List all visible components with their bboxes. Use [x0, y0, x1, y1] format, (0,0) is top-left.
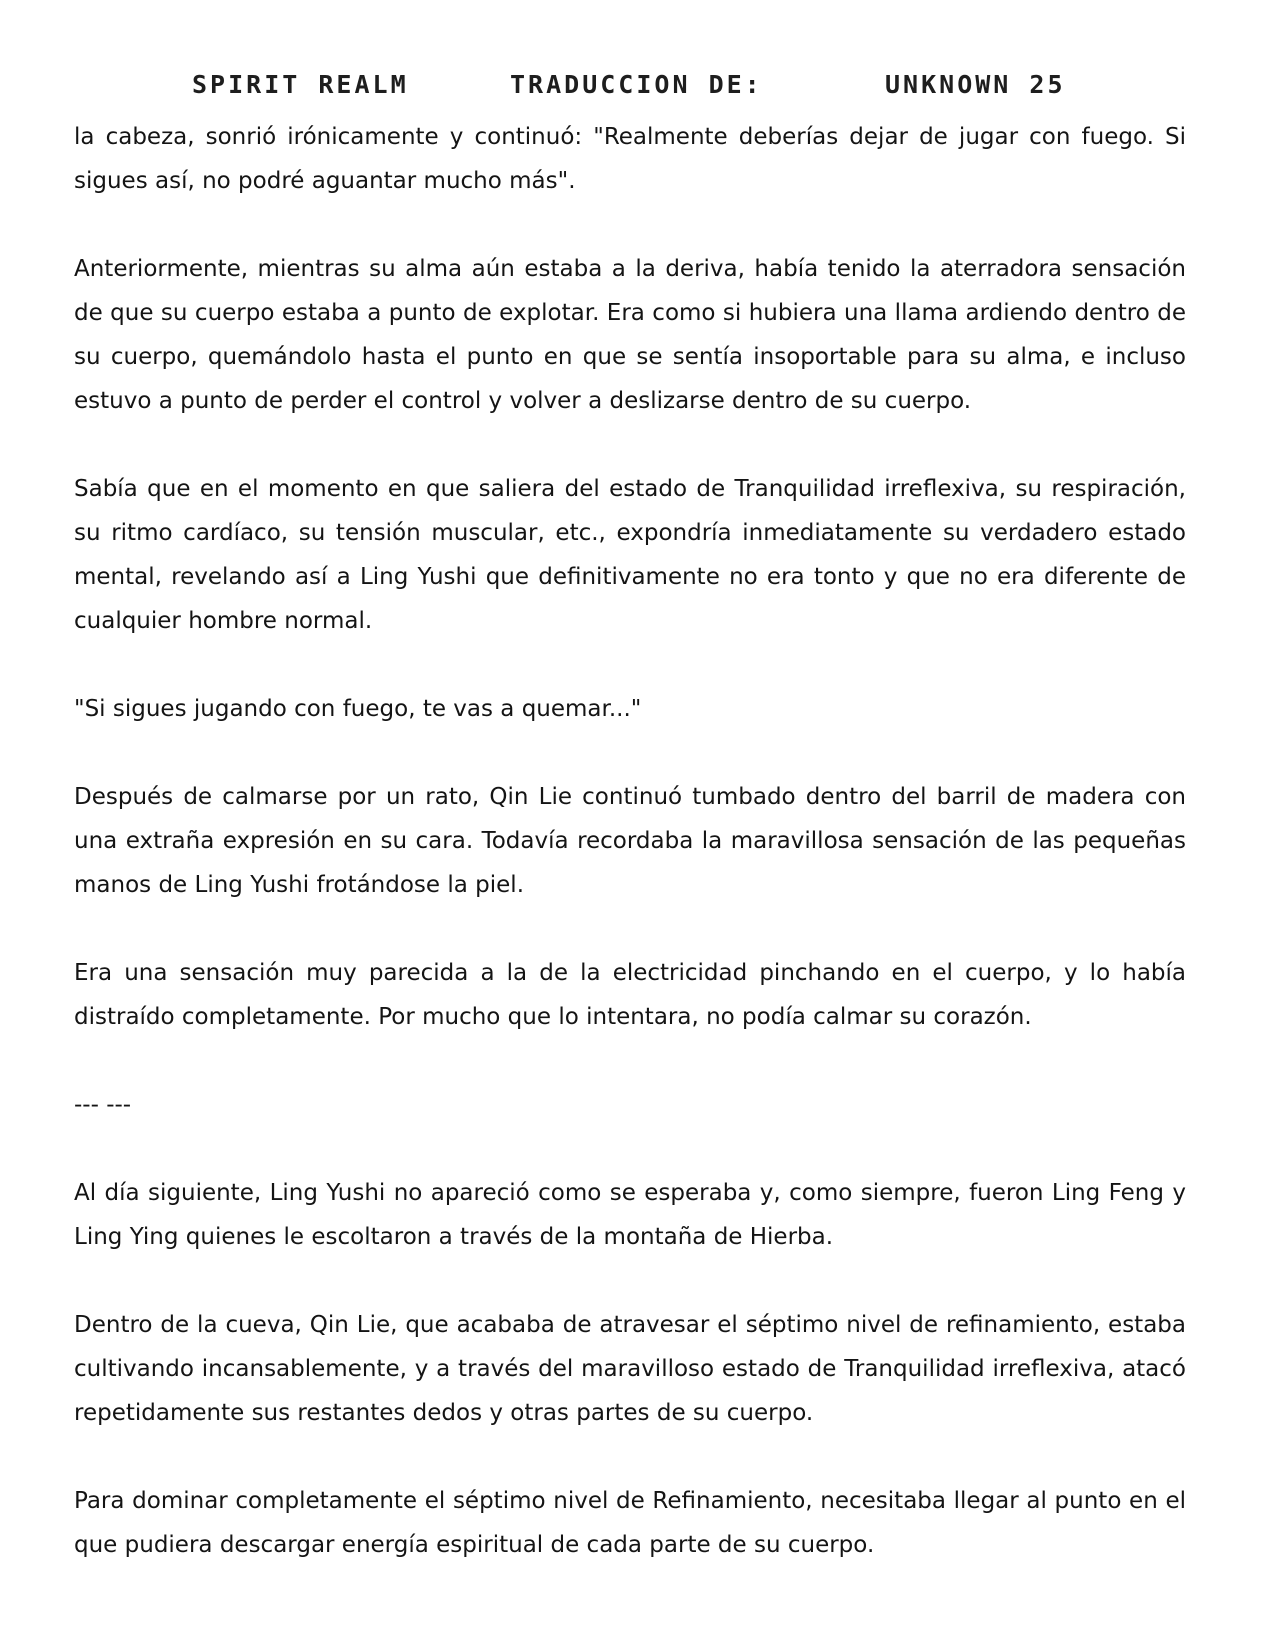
header-translation-label: TRADUCCION DE: [510, 70, 763, 99]
paragraph: "Si sigues jugando con fuego, te vas a quemar..." [74, 696, 642, 722]
paragraph: Anteriormente, mientras su alma aún estaba a la deriva, había tenido la aterradora sensación de que su cuerpo estaba a punto de explotar. Era como si hubiera una llama ardiendo dentro de su cuerpo, quemándolo hasta el punto en que se sentía insoportable para su alma, e incluso estuvo a punto de perder el control y volver a deslizarse dentro de su cuerpo. [74, 256, 1186, 414]
paragraph: la cabeza, sonrió irónicamente y continuó: "Realmente deberías dejar de jugar con fuego. Si sigues así, no podré aguantar mucho más". [74, 124, 1186, 194]
paragraph: Para dominar completamente el séptimo nivel de Refinamiento, necesitaba llegar al punto en el que pudiera descargar energía espiritual de cada parte de su cuerpo. [74, 1488, 1186, 1558]
paragraph: Dentro de la cueva, Qin Lie, que acababa de atravesar el séptimo nivel de refinamiento, estaba cultivando incansablemente, y a través del maravilloso estado de Tranquilidad irreflexiva, atacó repetidamente sus restantes dedos y otras partes de su cuerpo. [74, 1312, 1186, 1426]
document-body [74, 115, 1186, 1567]
paragraph: Era una sensación muy parecida a la de la electricidad pinchando en el cuerpo, y lo había distraído completamente. Por mucho que lo intentara, no podía calmar su corazón. [74, 960, 1186, 1030]
header-translator: UNKNOWN 25 [885, 70, 1066, 99]
section-divider: --- --- [74, 1092, 132, 1118]
paragraph: Después de calmarse por un rato, Qin Lie continuó tumbado dentro del barril de madera con una extraña expresión en su cara. Todavía recordaba la maravillosa sensación de las pequeñas manos de Ling Yushi frotándose la piel. [74, 784, 1186, 898]
page-header [0, 70, 1275, 110]
paragraph: Al día siguiente, Ling Yushi no apareció como se esperaba y, como siempre, fueron Ling Feng y Ling Ying quienes le escoltaron a través de la montaña de Hierba. [74, 1180, 1186, 1250]
paragraph: Sabía que en el momento en que saliera del estado de Tranquilidad irreflexiva, su respiración, su ritmo cardíaco, su tensión muscular, etc., expondría inmediatamente su verdadero estado mental, revelando así a Ling Yushi que definitivamente no era tonto y que no era diferente de cualquier hombre normal. [74, 476, 1186, 634]
header-title: SPIRIT REALM [192, 70, 409, 99]
